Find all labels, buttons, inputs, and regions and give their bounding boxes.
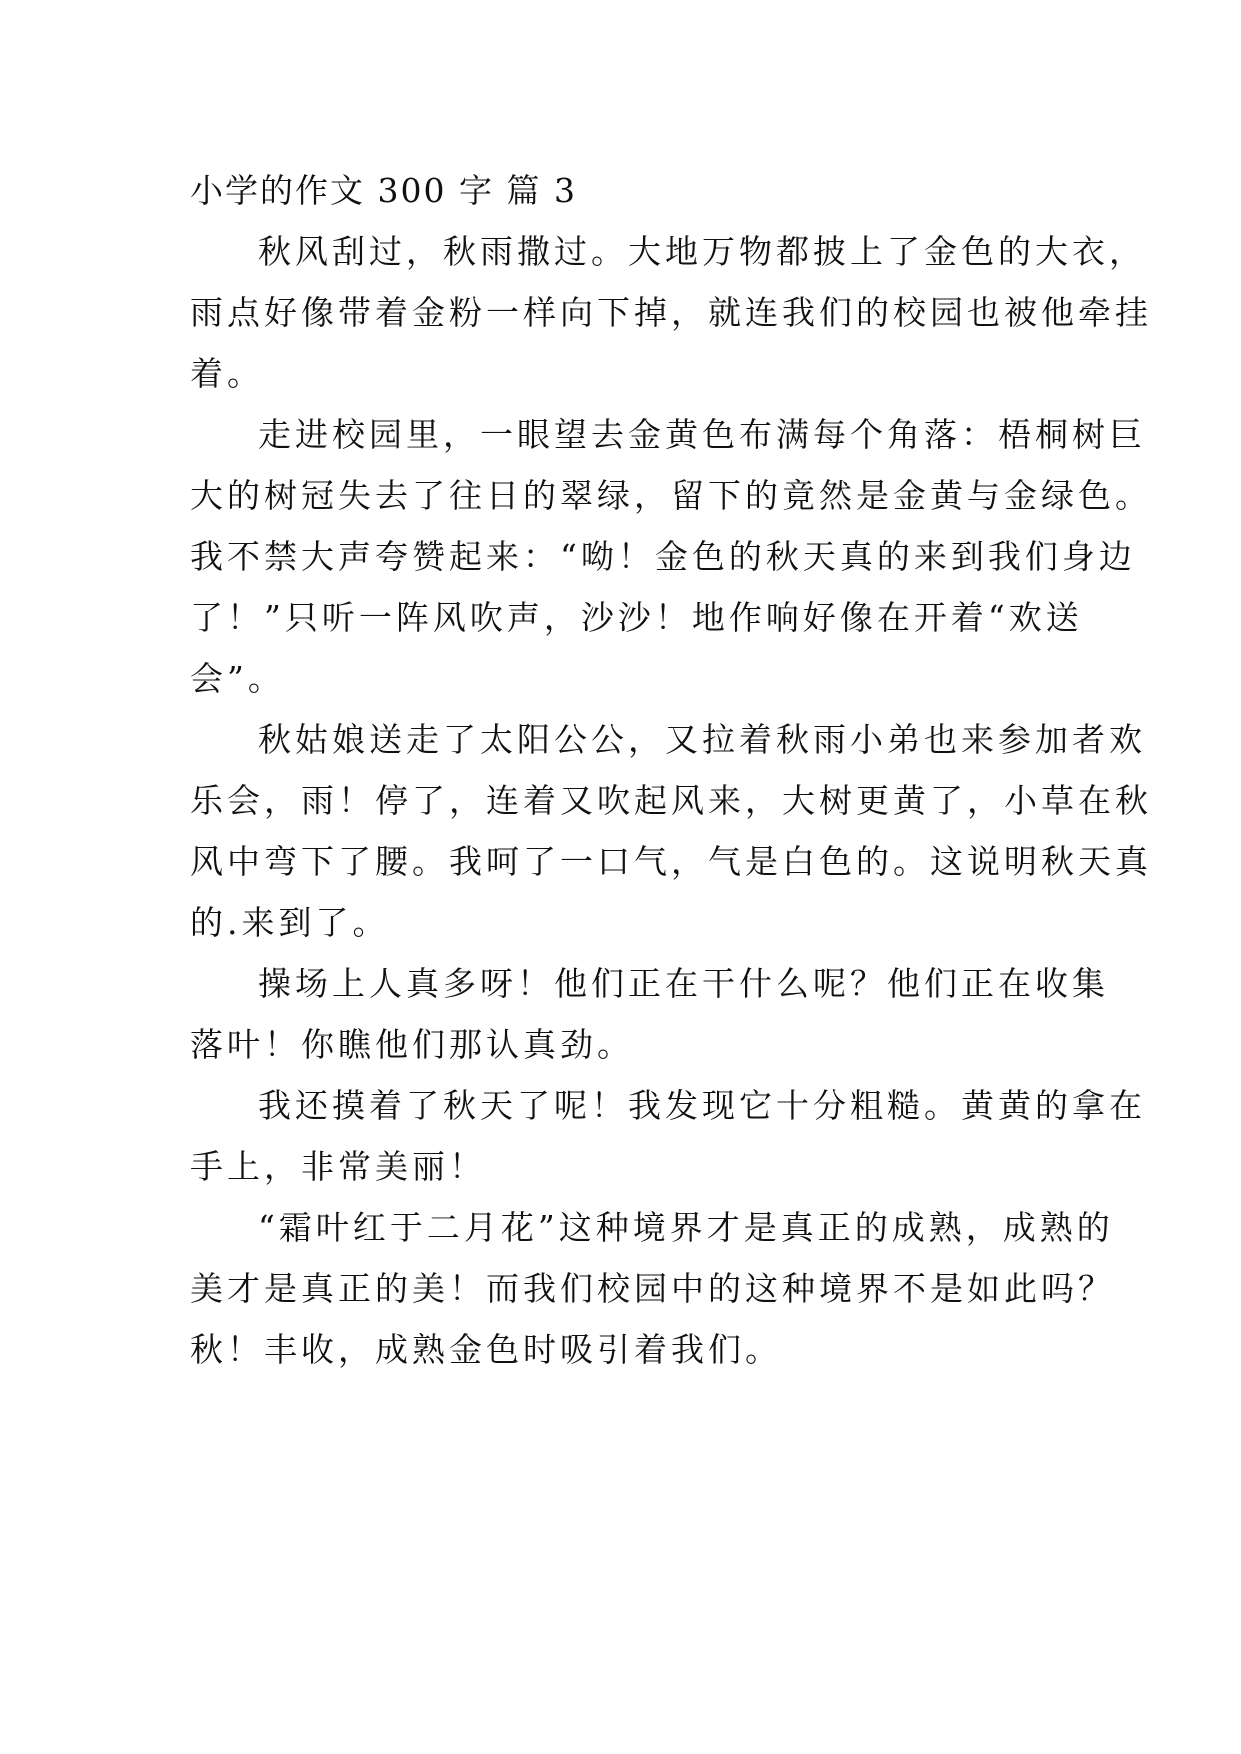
- paragraph-5-line-1: 我还摸着了秋天了呢！我发现它十分粗糙。黄黄的拿在: [258, 1086, 1146, 1125]
- paragraph-3-line-3: 风中弯下了腰。我呵了一口气，气是白色的。这说明秋天真: [190, 842, 1152, 881]
- paragraph-1-line-3: 着。: [190, 354, 264, 393]
- paragraph-2-line-1: 走进校园里，一眼望去金黄色布满每个角落：梧桐树巨: [258, 415, 1146, 454]
- paragraph-4-line-1: 操场上人真多呀！他们正在干什么呢？他们正在收集: [258, 964, 1109, 1003]
- paragraph-5-line-2: 手上，非常美丽！: [190, 1147, 486, 1186]
- paragraph-2-line-5: 会”。: [190, 659, 285, 698]
- paragraph-1-line-2: 雨点好像带着金粉一样向下掉，就连我们的校园也被他牵挂: [190, 293, 1152, 332]
- paragraph-6-line-2: 美才是真正的美！而我们校园中的这种境界不是如此吗？: [190, 1269, 1115, 1308]
- essay-body: [190, 160, 1152, 1380]
- paragraph-6-line-1: “霜叶红于二月花”这种境界才是真正的成熟，成熟的: [258, 1208, 1114, 1247]
- paragraph-6-line-3: 秋！丰收，成熟金色时吸引着我们。: [190, 1330, 782, 1369]
- paragraph-3-line-2: 乐会，雨！停了，连着又吹起风来，大树更黄了，小草在秋: [190, 781, 1152, 820]
- paragraph-3-line-1: 秋姑娘送走了太阳公公，又拉着秋雨小弟也来参加者欢: [258, 720, 1146, 759]
- paragraph-4-line-2: 落叶！你瞧他们那认真劲。: [190, 1025, 634, 1064]
- document-title: 小学的作文 300 字 篇 3: [190, 171, 577, 210]
- paragraph-2-line-4: 了！”只听一阵风吹声，沙沙！地作响好像在开着“欢送: [190, 598, 1083, 637]
- paragraph-3-line-4: 的.来到了。: [190, 903, 390, 942]
- paragraph-1-line-1: 秋风刮过，秋雨撒过。大地万物都披上了金色的大衣，: [258, 232, 1146, 271]
- paragraph-2-line-3: 我不禁大声夸赞起来：“呦！金色的秋天真的来到我们身边: [190, 537, 1136, 576]
- paragraph-2-line-2: 大的树冠失去了往日的翠绿，留下的竟然是金黄与金绿色。: [190, 476, 1152, 515]
